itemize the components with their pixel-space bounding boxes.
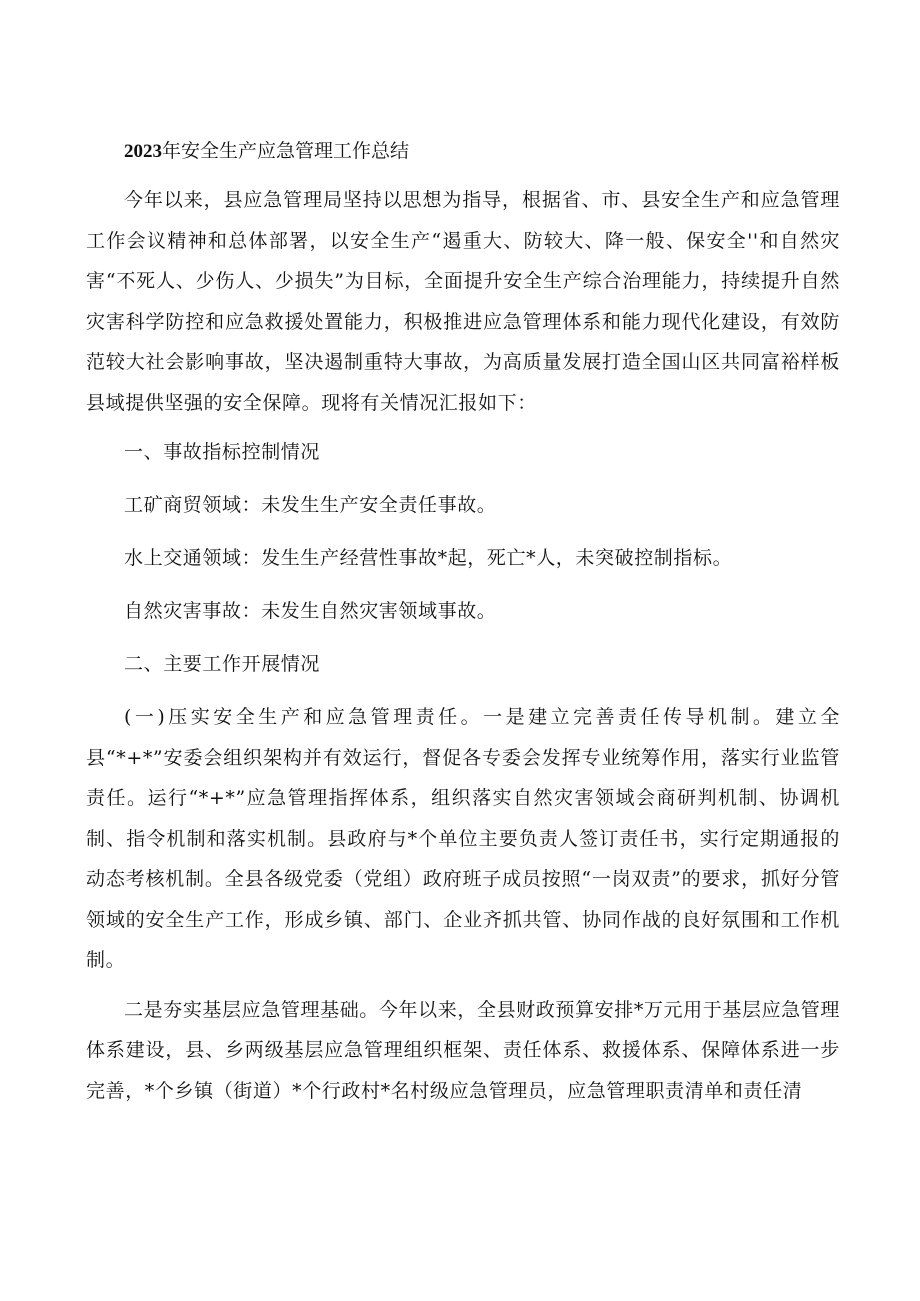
subsection-1-paragraph: (一)压实安全生产和应急管理责任。一是建立完善责任传导机制。建立全县“*+*”安委会组织架构并有效运行，督促各专委会发挥专业统筹作用，落实行业监管责任。运行“*+*”应急管理指挥体系，组织落实自然灾害领域会商研判机制、协调机制、指令机制和落实机制。县政府与*个单位主要负责人签订责任书，实行定期通报的动态考核机制。全县各级党委（党组）政府班子成员按照“一岗双责”的要求，抓好分管领域的安全生产工作，形成乡镇、部门、企业齐抓共管、协同作战的良好氛围和工作机制。 [86, 706, 840, 971]
item-water-traffic: 水上交通领域：发生生产经营性事故*起，死亡*人，未突破控制指标。 [124, 547, 733, 569]
section-1-heading: 一、事故指标控制情况 [124, 441, 321, 463]
item-natural-disaster: 自然灾害事故：未发生自然灾害领域事故。 [124, 600, 497, 622]
document-body [86, 128, 840, 1120]
title-text: 年安全生产应急管理工作总结 [162, 140, 410, 162]
document-title [86, 128, 840, 174]
subsection-1-paragraph-2: 二是夯实基层应急管理基础。今年以来，全县财政预算安排*万元用于基层应急管理体系建设，县、乡两级基层应急管理组织框架、责任体系、救援体系、保障体系进一步完善，*个乡镇（街道）*个行政村*名村级应急管理员，应急管理职责清单和责任清 [86, 998, 840, 1102]
title-year: 2023 [124, 141, 162, 162]
section-2-heading: 二、主要工作开展情况 [124, 653, 321, 675]
item-industry: 工矿商贸领域：未发生生产安全责任事故。 [124, 494, 497, 516]
intro-paragraph: 今年以来，县应急管理局坚持以思想为指导，根据省、市、县安全生产和应急管理工作会议精神和总体部署，以安全生产“遏重大、防较大、降一般、保安全''和自然灾害“不死人、少伤人、少损失”为目标，全面提升安全生产综合治理能力，持续提升自然灾害科学防控和应急救援处置能力，积极推进应急管理体系和能力现代化建设，有效防范较大社会影响事故，坚决遏制重特大事故，为高质量发展打造全国山区共同富裕样板县域提供坚强的安全保障。现将有关情况汇报如下： [86, 189, 840, 414]
